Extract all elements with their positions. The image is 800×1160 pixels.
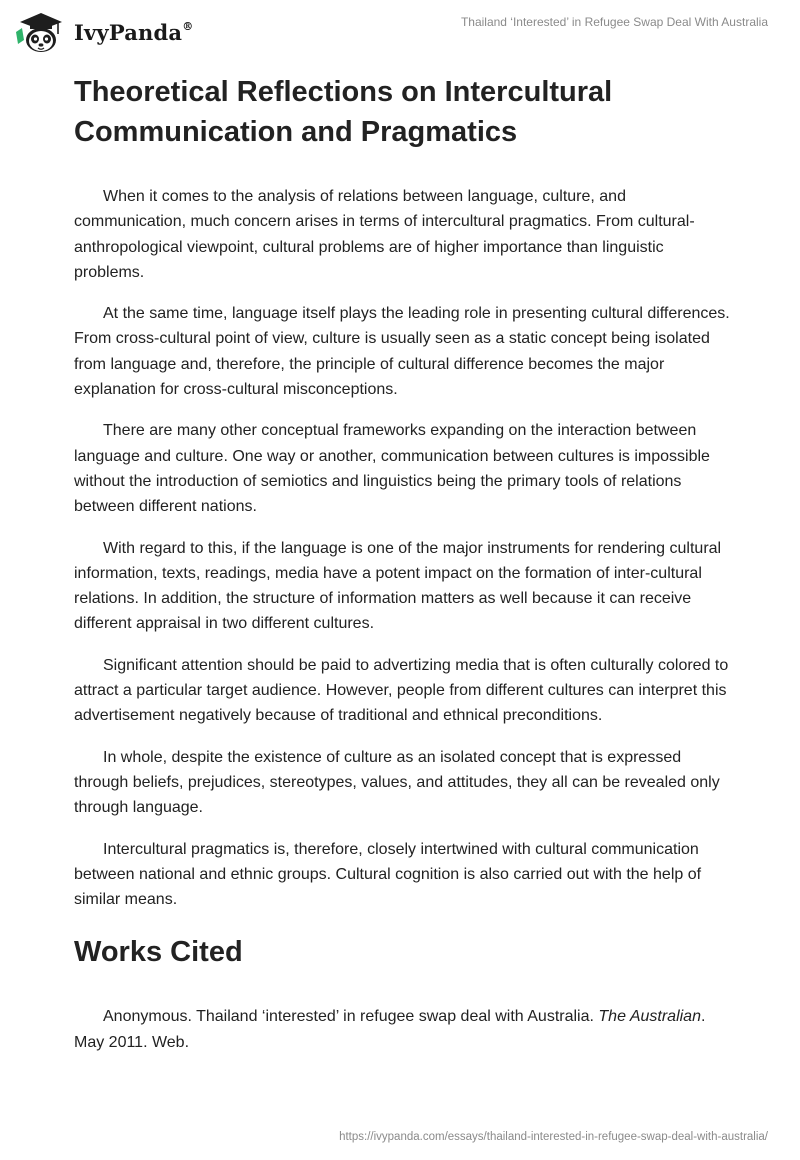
- article-body: [74, 72, 734, 1071]
- panda-graduate-icon: [14, 10, 68, 54]
- page-header: [0, 0, 800, 60]
- works-cited-heading: Works Cited: [74, 936, 243, 969]
- logo-text: IvyPanda®: [74, 19, 194, 45]
- citation-date: . May 2011. Web.: [74, 1008, 706, 1051]
- document-title: Thailand ‘Interested’ in Refugee Swap Deal With Australia: [460, 15, 768, 29]
- paragraph: With regard to this, if the language is one of the major instruments for rendering cultural information, texts, readings, media have a potent impact on the formation of inter-cultural relations. In addition, the structure of information matters as well because it can receive different appraisal in two different cultures.: [74, 539, 722, 633]
- paragraph: In whole, despite the existence of culture as an isolated concept that is expressed through beliefs, prejudices, stereotypes, values, and attitudes, they all can be revealed only through language.: [74, 748, 720, 817]
- article-title: Theoretical Reflections on Intercultural Communication and Pragmatics: [74, 76, 613, 148]
- paragraph: At the same time, language itself plays the leading role in presenting cultural differences. From cross-cultural point of view, culture is usually seen as a static concept being isolated from language and, therefore, the principle of cultural difference becomes the major explanation for cross-cultural misconceptions.: [74, 305, 730, 399]
- paragraph: Significant attention should be paid to advertizing media that is often culturally colored to attract a particular target audience. However, people from different cultures can interpret this advertisement negatively because of traditional and ethnical preconditions.: [74, 656, 729, 725]
- paragraph: Intercultural pragmatics is, therefore, closely intertwined with cultural communication between national and ethnic groups. Cultural cognition is also carried out with the help of similar means.: [74, 840, 702, 909]
- paragraph: There are many other conceptual frameworks expanding on the interaction between language and culture. One way or another, communication between cultures is impossible without the introduction of semiotics and linguistics being the primary tools of relations between different nations.: [74, 422, 710, 516]
- registered-mark: ®: [182, 19, 194, 33]
- citation-text: Anonymous. Thailand ‘interested’ in refugee swap deal with Australia.: [103, 1008, 599, 1026]
- paragraph: When it comes to the analysis of relations between language, culture, and communication, much concern arises in terms of intercultural pragmatics. From cultural-anthropological viewpoint, cultural problems are of higher importance than linguistic problems.: [74, 188, 695, 281]
- citation-entry: [74, 1004, 734, 1055]
- ivypanda-logo[interactable]: [14, 10, 193, 54]
- citation-source: The Australian: [598, 1008, 701, 1026]
- source-url[interactable]: https://ivypanda.com/essays/thailand-interested-in-refugee-swap-deal-with-australia/: [339, 1131, 768, 1143]
